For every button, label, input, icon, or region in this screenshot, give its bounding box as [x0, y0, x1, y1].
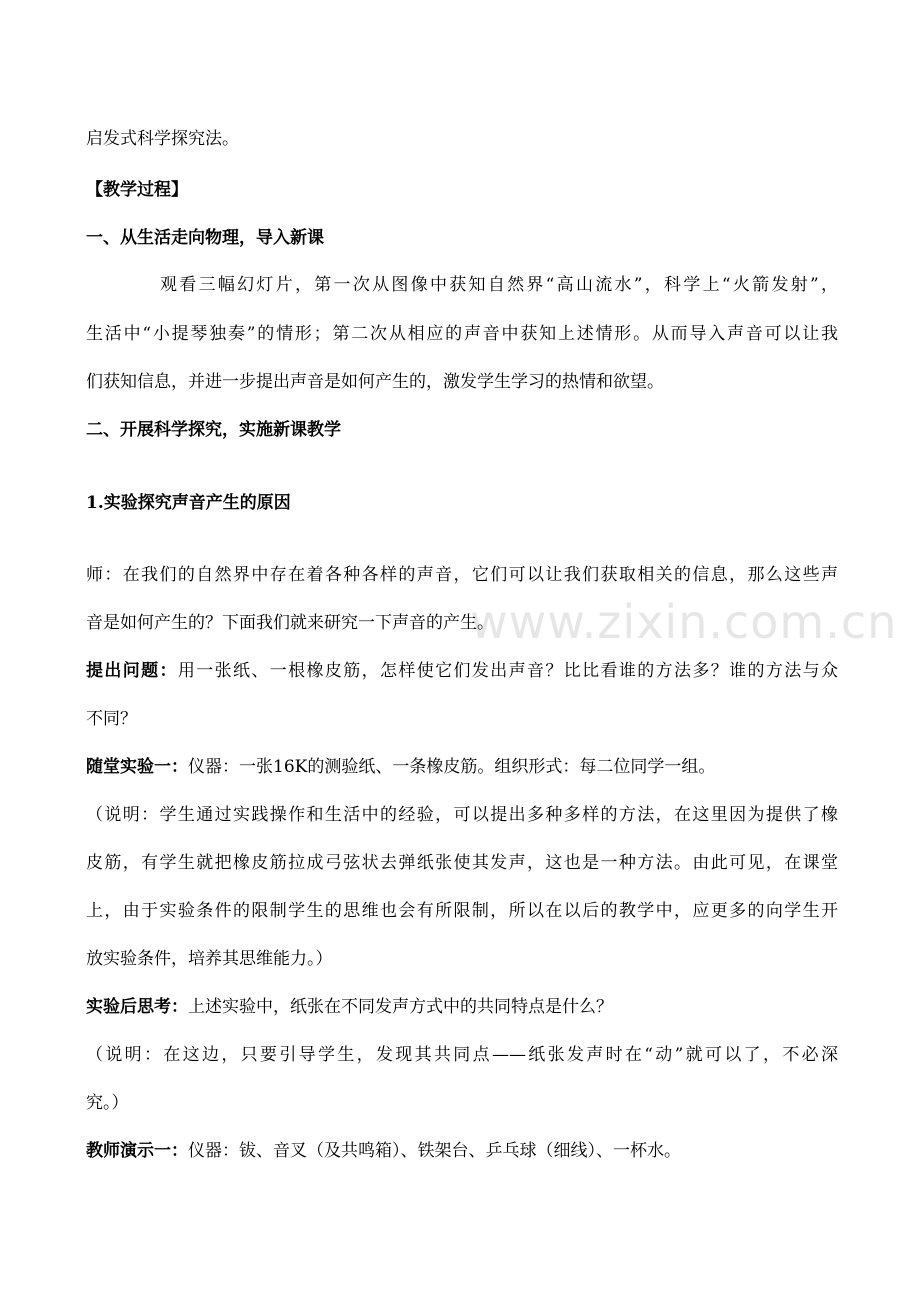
- demo-1-label: 教师演示一：: [86, 1141, 188, 1161]
- paragraph-1-line-1: 观看三幅幻灯片，第一次从图像中获知自然界“高山流水”，科学上“火箭发射”，: [160, 275, 838, 295]
- question-line-2: 不同？: [86, 709, 137, 729]
- teacher-line-2: 音是如何产生的？下面我们就来研究一下声音的产生。: [86, 613, 494, 633]
- note-1-line-4: 放实验条件，培养其思维能力。）: [86, 949, 333, 969]
- note-1-line-1: （说明：学生通过实践操作和生活中的经验，可以提出多种多样的方法，在这里因为提供了橡: [86, 805, 838, 825]
- question-text: 用一张纸、一根橡皮筋，怎样使它们发出声音？比比看谁的方法多？谁的方法与众: [177, 661, 838, 681]
- demo-1-text: 仪器：钹、音叉（及共鸣箱）、铁架台、乒乓球（细线）、一杯水。: [188, 1141, 681, 1161]
- note-2-line-1: （说明：在这边，只要引导学生，发现其共同点——纸张发声时在“动”就可以了，不必深: [86, 1045, 838, 1065]
- heading-section-2: 二、开展科学探究，实施新课教学: [86, 420, 341, 440]
- note-2-line-2: 究。）: [86, 1093, 129, 1113]
- heading-teaching-process: 【教学过程】: [86, 180, 188, 200]
- question-label: 提出问题：: [86, 661, 178, 681]
- intro-line: 启发式科学探究法。: [86, 129, 239, 149]
- think-label: 实验后思考：: [86, 997, 188, 1017]
- experiment-1-label: 随堂实验一：: [86, 757, 188, 777]
- heading-section-1: 一、从生活走向物理，导入新课: [86, 228, 324, 248]
- heading-subsection-1: 1.实验探究声音产生的原因: [86, 493, 291, 513]
- experiment-1-line: [86, 755, 838, 779]
- think-text: 上述实验中，纸张在不同发声方式中的共同特点是什么？: [188, 997, 613, 1017]
- watermark: www.zixin.com.cn: [470, 595, 898, 649]
- think-line: [86, 995, 838, 1019]
- question-line-1: [86, 659, 838, 683]
- paragraph-1-line-2: 生活中“小提琴独奏”的情形；第二次从相应的声音中获知上述情形。从而导入声音可以让我: [86, 324, 838, 344]
- teacher-line-1: 师：在我们的自然界中存在着各种各样的声音，它们可以让我们获取相关的信息，那么这些声: [86, 565, 838, 585]
- note-1-line-3: 上，由于实验条件的限制学生的思维也会有所限制，所以在以后的教学中，应更多的向学生开: [86, 901, 838, 921]
- paragraph-1-line-3: 们获知信息，并进一步提出声音是如何产生的，激发学生学习的热情和欲望。: [86, 372, 664, 392]
- note-1-line-2: 皮筋，有学生就把橡皮筋拉成弓弦状去弹纸张使其发声，这也是一种方法。由此可见，在课堂: [86, 853, 838, 873]
- demo-1-line: [86, 1139, 838, 1163]
- experiment-1-text: 仪器：一张16K的测验纸、一条橡皮筋。组织形式：每二位同学一组。: [188, 757, 716, 777]
